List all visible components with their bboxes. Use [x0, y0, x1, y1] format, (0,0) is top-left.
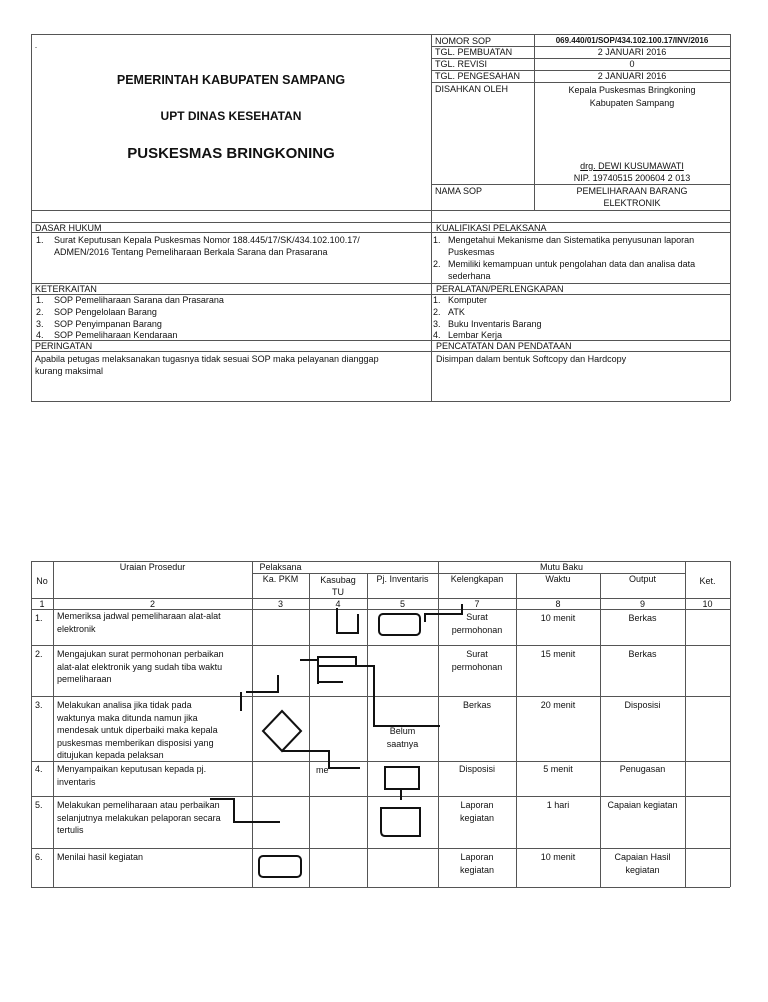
dasar-hukum-line-2: ADMEN/2016 Tentang Pemeliharaan Berkala Sarana dan Prasarana	[54, 247, 328, 257]
pencatatan-title: PENCATATAN DAN PENDATAAN	[436, 341, 572, 351]
row4-kelengkapan: Disposisi	[458, 764, 495, 774]
row4-no: 4.	[35, 764, 43, 774]
header-uraian: Uraian Prosedur	[119, 562, 186, 572]
keterkaitan-num-1: 1.	[36, 295, 44, 305]
kualifikasi-title: KUALIFIKASI PELAKSANA	[436, 223, 547, 233]
header-kasubag-line-1: Kasubag	[320, 575, 356, 585]
tgl-pembuatan-value: 2 JANUARI 2016	[597, 47, 667, 57]
keterkaitan-num-3: 3.	[36, 319, 44, 329]
flow-start-terminator	[379, 614, 420, 635]
header-no: No	[36, 576, 48, 586]
tgl-revisi-value: 0	[629, 59, 635, 69]
nomor-sop-value: 069.440/01/SOP/434.102.100.17/INV/2016	[555, 36, 709, 45]
nama-sop-line-2: ELEKTRONIK	[603, 198, 661, 208]
row4-uraian: Menyampaikan keputusan kepada pj. inventaris	[57, 764, 207, 787]
row1-kelengkapan: Surat permohonan	[451, 612, 503, 635]
peralatan-item-2: ATK	[448, 307, 465, 317]
peralatan-title: PERALATAN/PERLENGKAPAN	[436, 284, 564, 294]
header-ket: Ket.	[699, 576, 716, 586]
colnum-9: 9	[639, 599, 645, 609]
flow-decision-diamond	[263, 711, 301, 751]
colnum-5: 5	[399, 599, 405, 609]
header-waktu: Waktu	[545, 574, 571, 584]
keterkaitan-item-3: SOP Penyimpanan Barang	[54, 319, 162, 329]
header-kelengkapan: Kelengkapan	[450, 574, 504, 584]
row6-no: 6.	[35, 852, 43, 862]
colnum-7: 7	[474, 599, 480, 609]
colnum-8: 8	[555, 599, 561, 609]
colnum-1: 1	[39, 599, 45, 609]
row3-kelengkapan: Berkas	[462, 700, 491, 710]
nama-sop-label: NAMA SOP	[435, 186, 483, 196]
row6-kelengkapan: Laporan kegiatan	[459, 852, 495, 875]
dasar-hukum-title: DASAR HUKUM	[35, 223, 102, 233]
kualifikasi-1-line-1: Mengetahui Mekanisme dan Sistematika penyusunan laporan	[448, 235, 695, 245]
peralatan-item-1: Komputer	[448, 295, 488, 305]
keterkaitan-item-1: SOP Pemeliharaan Sarana dan Prasarana	[54, 295, 224, 305]
row3-no: 3.	[35, 700, 43, 710]
flow-document-shape	[381, 808, 420, 836]
peralatan-item-3: Buku Inventaris Barang	[448, 319, 542, 329]
keterkaitan-item-4: SOP Pemeliharaan Kendaraan	[54, 330, 178, 340]
row2-kelengkapan: Surat permohonan	[451, 649, 503, 672]
keterkaitan-title: KETERKAITAN	[35, 284, 97, 294]
colnum-3: 3	[277, 599, 283, 609]
dasar-hukum-num: 1.	[36, 235, 44, 245]
keterkaitan-num-4: 4.	[36, 330, 44, 340]
colnum-2: 2	[149, 599, 155, 609]
colnum-4: 4	[335, 599, 341, 609]
org-line-1: PEMERINTAH KABUPATEN SAMPANG	[116, 73, 346, 87]
peralatan-num-1: 1.	[433, 295, 441, 305]
flow-connector-8	[282, 751, 360, 768]
keterkaitan-item-2: SOP Pengelolaan Barang	[54, 307, 157, 317]
disahkan-line-1: Kepala Puskesmas Bringkoning	[568, 85, 696, 95]
me-label: me	[316, 765, 329, 775]
row1-waktu: 10 menit	[540, 613, 576, 623]
peralatan-num-2: 2.	[433, 307, 441, 317]
header-output: Output	[628, 574, 657, 584]
row6-uraian: Menilai hasil kegiatan	[57, 852, 144, 862]
row1-uraian: Memeriksa jadwal pemeliharaan alat-alat elektronik	[57, 611, 221, 634]
flow-connector-5	[340, 666, 440, 726]
row4-output: Penugasan	[619, 764, 666, 774]
header-ka-pkm: Ka. PKM	[262, 574, 299, 584]
tgl-pembuatan-label: TGL. PEMBUATAN	[435, 47, 513, 57]
header-dot: -	[35, 45, 37, 51]
flow-process-box	[385, 767, 419, 789]
flow-connector-10	[210, 799, 280, 822]
flow-end-terminator	[259, 856, 301, 877]
kualifikasi-1-line-2: Puskesmas	[448, 247, 495, 257]
row1-no: 1.	[35, 613, 43, 623]
tgl-pengesahan-value: 2 JANUARI 2016	[597, 71, 667, 81]
peralatan-item-4: Lembar Kerja	[448, 330, 503, 340]
tgl-revisi-label: TGL. REVISI	[435, 59, 488, 69]
peringatan-title: PERINGATAN	[35, 341, 93, 351]
disahkan-line-2: Kabupaten Sampang	[589, 98, 675, 108]
colnum-10: 10	[702, 599, 713, 609]
row2-output: Berkas	[628, 649, 657, 659]
row6-output: Capaian Hasil kegiatan	[614, 852, 671, 875]
flow-connector-1	[337, 608, 358, 633]
pencatatan-text: Disimpan dalam bentuk Softcopy dan Hardcopy	[436, 354, 627, 364]
signer-name: drg. DEWI KUSUMAWATI	[580, 161, 684, 171]
row2-waktu: 15 menit	[540, 649, 576, 659]
org-line-3: PUSKESMAS BRINGKONING	[127, 145, 335, 162]
kualifikasi-num-2: 2.	[433, 259, 441, 269]
header-mutu-baku: Mutu Baku	[539, 562, 584, 572]
peringatan-line-2: kurang maksimal	[35, 366, 104, 376]
peralatan-num-3: 3.	[433, 319, 441, 329]
kualifikasi-2-line-2: sederhana	[448, 271, 491, 281]
row3-waktu: 20 menit	[540, 700, 576, 710]
nomor-sop-label: NOMOR SOP	[435, 36, 492, 46]
row5-waktu: 1 hari	[546, 800, 570, 810]
keterkaitan-num-2: 2.	[36, 307, 44, 317]
row4-waktu: 5 menit	[543, 764, 573, 774]
row5-kelengkapan: Laporan kegiatan	[459, 800, 495, 823]
header-kasubag-line-2: TU	[332, 587, 344, 597]
row1-output: Berkas	[628, 613, 657, 623]
row2-uraian: Mengajukan surat permohonan perbaikan alat-alat elektronik yang sudah tiba waktu pemeliharaan	[57, 649, 224, 684]
nama-sop-line-1: PEMELIHARAAN BARANG	[576, 186, 688, 196]
flow-connector-2	[425, 604, 462, 622]
belum-saatnya-label: Belum saatnya	[386, 726, 419, 749]
dasar-hukum-line-1: Surat Keputusan Kepala Puskesmas Nomor 188.445/17/SK/434.102.100.17/	[54, 235, 360, 245]
row2-no: 2.	[35, 649, 43, 659]
header-pj-inventaris: Pj. Inventaris	[376, 574, 429, 584]
kualifikasi-num-1: 1.	[433, 235, 441, 245]
flow-connector-7	[246, 675, 278, 692]
tgl-pengesahan-label: TGL. PENGESAHAN	[435, 71, 521, 81]
row5-no: 5.	[35, 800, 43, 810]
row5-uraian: Melakukan pemeliharaan atau perbaikan selanjutnya melakukan pelaporan secara tertulis	[57, 800, 221, 835]
row3-output: Disposisi	[624, 700, 661, 710]
peringatan-line-1: Apabila petugas melaksanakan tugasnya tidak sesuai SOP maka pelayanan dianggap	[35, 354, 379, 364]
kualifikasi-2-line-1: Memiliki kemampuan untuk pengolahan data dan analisa data	[448, 259, 696, 269]
header-pelaksana: Pelaksana	[259, 562, 302, 572]
flow-connector-3	[300, 657, 356, 684]
org-line-2: UPT DINAS KESEHATAN	[160, 109, 302, 123]
row5-output: Capaian kegiatan	[607, 800, 678, 810]
signer-nip: NIP. 19740515 200604 2 013	[573, 173, 691, 183]
row3-uraian: Melakukan analisa jika tidak pada waktunya maka ditunda namun jika mendesak untuk diperbaiki maka kepala puskesmas memberikan disposisi yang ditujukan kepada pelaksan	[57, 700, 218, 760]
disahkan-label: DISAHKAN OLEH	[435, 84, 509, 94]
row6-waktu: 10 menit	[540, 852, 576, 862]
peralatan-num-4: 4.	[433, 330, 441, 340]
